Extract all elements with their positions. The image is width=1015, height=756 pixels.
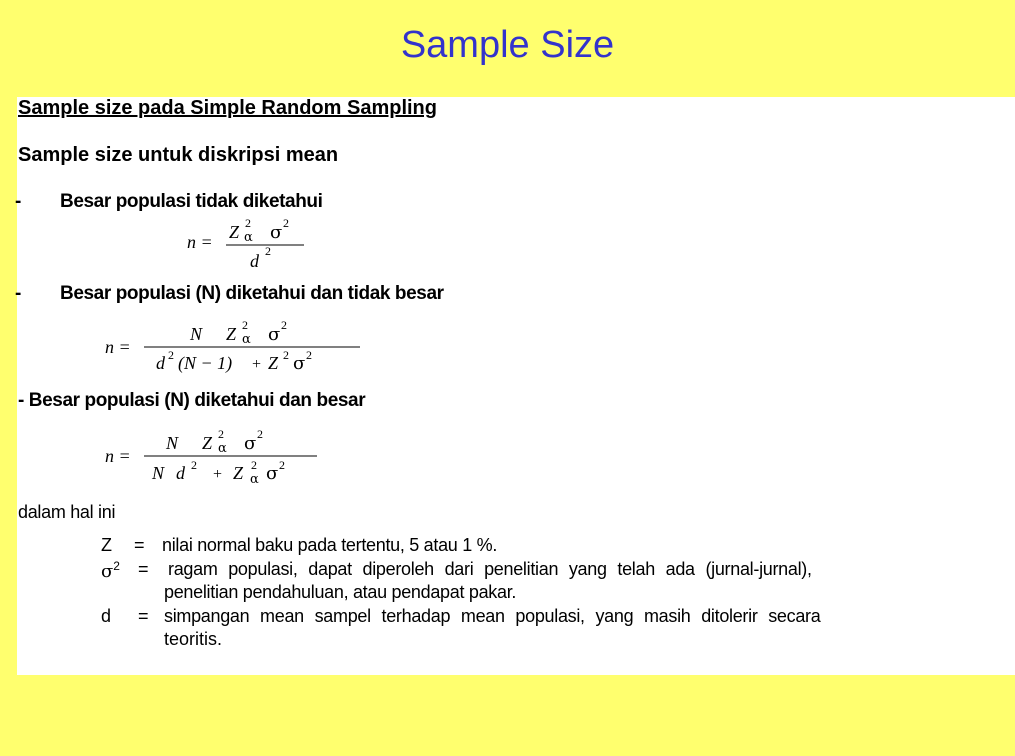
content-panel <box>17 97 1015 675</box>
slide-title: Sample Size <box>400 24 615 66</box>
f3-alpha: α <box>218 441 227 456</box>
definitions-intro: dalam hal ini <box>18 502 116 522</box>
f1-num-z-sq: 2 <box>245 216 251 230</box>
f2-den-plus: + <box>252 356 262 373</box>
f2-den-d-sq: 2 <box>168 348 174 362</box>
f1-den-d: d <box>250 251 259 271</box>
f1-alpha: α <box>244 230 253 245</box>
f2-num-n: N <box>190 324 203 344</box>
def-sigma-text-cont: penelitian pendahuluan, atau pendapat pakar. <box>164 582 517 602</box>
f3-den-d: d <box>176 463 185 483</box>
def-sigma-eq: = <box>138 559 149 579</box>
def-z-eq: = <box>134 535 145 555</box>
case1-label: Besar populasi tidak diketahui <box>60 191 323 212</box>
heading-diskripsi-mean: Sample size untuk diskripsi mean <box>18 144 339 166</box>
f3-lhs: n = <box>105 446 131 466</box>
formula-known-large-population <box>102 424 322 486</box>
f1-lhs: n = <box>187 232 213 252</box>
formula-known-small-population <box>102 315 352 377</box>
f2-sigma-sq: 2 <box>281 318 287 332</box>
def-sigma-symbol <box>101 559 120 582</box>
def-sigma-sup: 2 <box>113 559 120 573</box>
f3-den-sigma: σ <box>266 463 279 484</box>
heading-simple-random-sampling: Sample size pada Simple Random Sampling <box>18 97 437 119</box>
def-d-text-cont: teoritis. <box>164 629 223 649</box>
case3-label: - Besar populasi (N) diketahui dan besar <box>18 390 366 411</box>
f2-den-sigma: σ <box>293 353 306 374</box>
f1-num-z: Z <box>229 222 240 242</box>
def-d-symbol: d <box>101 606 112 626</box>
f3-den-z: Z <box>233 463 244 483</box>
case2-bullet: - <box>15 283 21 304</box>
f3-den-n: N <box>152 463 165 483</box>
def-d-text: simpangan mean sampel terhadap mean populasi, yang masih ditolerir secara <box>164 606 821 626</box>
f3-num-z-sq: 2 <box>218 427 224 441</box>
f1-den-d-sq: 2 <box>265 244 271 258</box>
f1-sigma-sq: 2 <box>283 216 289 230</box>
f2-den-d: d <box>156 353 165 373</box>
f3-den-alpha: α <box>250 472 259 487</box>
def-z-symbol: Z <box>101 535 112 555</box>
f2-den-z: Z <box>268 353 279 373</box>
f2-den-sigma-sq: 2 <box>306 348 312 362</box>
def-d-eq: = <box>138 606 149 626</box>
f3-den-z-sq: 2 <box>251 458 257 472</box>
f2-alpha: α <box>242 332 251 347</box>
f3-den-d-sq: 2 <box>191 458 197 472</box>
f3-den-plus: + <box>213 466 223 483</box>
f3-num-n: N <box>166 433 179 453</box>
f3-den-sigma-sq: 2 <box>279 458 285 472</box>
f2-den-paren: (N − 1) <box>178 353 233 373</box>
case2-label: Besar populasi (N) diketahui dan tidak besar <box>60 283 444 304</box>
f3-num-z: Z <box>202 433 213 453</box>
f2-num-z-sq: 2 <box>242 318 248 332</box>
f3-sigma: σ <box>244 433 257 454</box>
def-sigma-glyph: σ <box>101 561 114 582</box>
f2-sigma: σ <box>268 324 281 345</box>
f1-sigma: σ <box>270 222 283 243</box>
f2-num-z: Z <box>226 324 237 344</box>
f2-den-z-sq: 2 <box>283 348 289 362</box>
case1-bullet: - <box>15 191 21 212</box>
def-z-text: nilai normal baku pada tertentu, 5 atau 1 %. <box>162 535 498 555</box>
def-sigma-text: ragam populasi, dapat diperoleh dari penelitian yang telah ada (jurnal-jurnal), <box>168 559 812 579</box>
f3-sigma-sq: 2 <box>257 427 263 441</box>
formula-unknown-population <box>182 210 312 272</box>
f2-lhs: n = <box>105 337 131 357</box>
